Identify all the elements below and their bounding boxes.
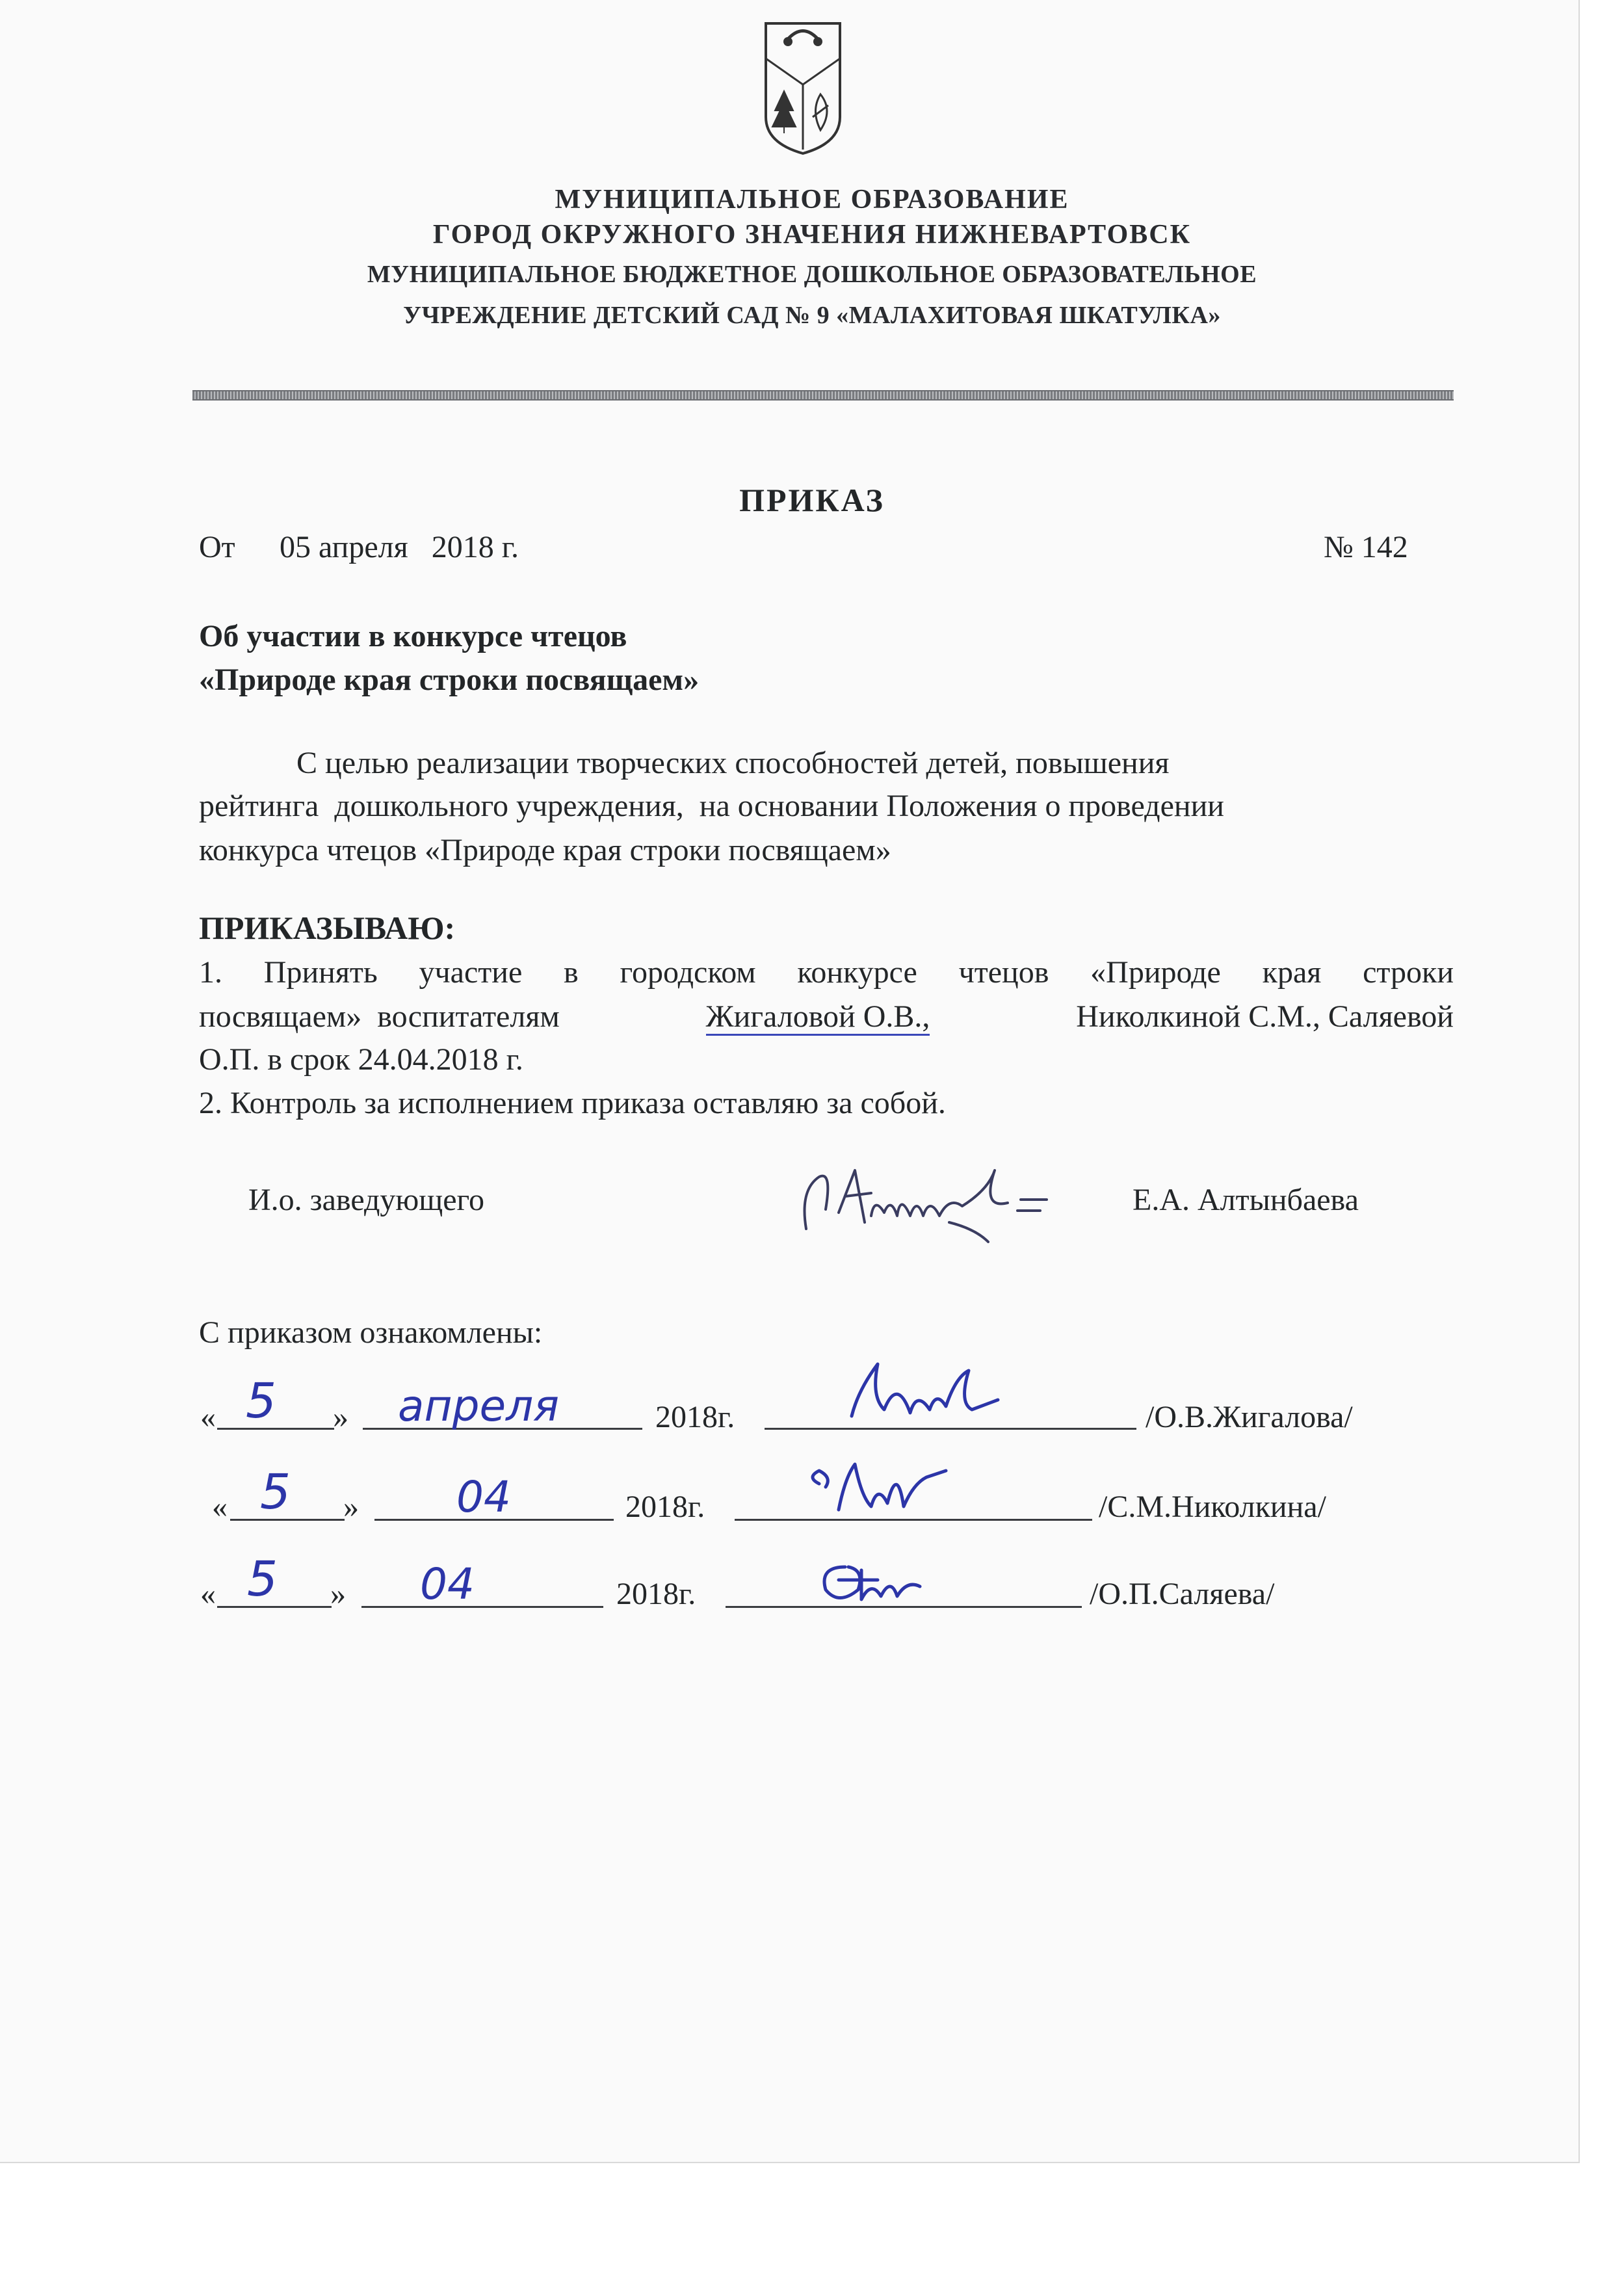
order-item-1-line-1: 1. Принять участие в городском конкурсе чтецов «Природе края строки [199, 955, 1454, 990]
signatory-name-3: /О.П.Саляева/ [1090, 1577, 1275, 1611]
year: 2018г. [616, 1577, 696, 1611]
order-item-1-line-2 [199, 1001, 1454, 1036]
open-quote: « [212, 1490, 228, 1524]
subject-line-1: Об участии в конкурсе чтецов [199, 619, 627, 653]
preamble-line-3: конкурса чтецов «Природе края строки посвящаем» [199, 833, 891, 867]
close-quote: » [343, 1490, 359, 1524]
acknowledged-label: С приказом ознакомлены: [199, 1315, 543, 1350]
item-1-name-underlined: Жигаловой О.В., [706, 1001, 930, 1036]
close-quote: » [333, 1400, 348, 1434]
signature-salyaeva [800, 1541, 956, 1612]
handwritten-day: 5 [260, 1464, 291, 1520]
signatory-name: Е.А. Алтынбаева [1133, 1183, 1359, 1217]
item-1-text-c: Николкиной С.М., Саляевой [1068, 999, 1454, 1034]
header-line-1: МУНИЦИПАЛЬНОЕ ОБРАЗОВАНИЕ [555, 185, 1069, 215]
signatory-name-1: /О.В.Жигалова/ [1146, 1400, 1353, 1434]
document-title: ПРИКАЗ [739, 482, 885, 518]
order-heading: ПРИКАЗЫВАЮ: [199, 910, 456, 946]
item-1-text-a: посвящаем» воспитателям [199, 999, 568, 1034]
open-quote: « [200, 1577, 216, 1611]
signatory-name-2: /С.М.Николкина/ [1099, 1490, 1326, 1524]
director-signature [793, 1151, 1099, 1248]
preamble-line-2: рейтинга дошкольного учреждения, на основании Положения о проведении [199, 789, 1224, 823]
handwritten-month: апреля [398, 1381, 559, 1431]
coat-of-arms-emblem [762, 20, 844, 157]
open-quote: « [200, 1400, 216, 1434]
order-item-2: 2. Контроль за исполнением приказа оставляю за собой. [199, 1086, 946, 1120]
header-line-4: УЧРЕЖДЕНИЕ ДЕТСКИЙ САД № 9 «МАЛАХИТОВАЯ ШКАТУЛКА» [403, 302, 1221, 329]
handwritten-month: 04 [456, 1472, 511, 1522]
handwritten-day: 5 [247, 1551, 278, 1607]
date-prefix: От [199, 530, 235, 564]
header-divider [192, 390, 1454, 401]
signatory-position: И.о. заведующего [248, 1183, 485, 1217]
signature-zhigalova [839, 1351, 1008, 1429]
signature-nikolkina [800, 1451, 956, 1523]
order-item-1-line-3: О.П. в срок 24.04.2018 г. [199, 1042, 523, 1077]
subject-line-2: «Природе края строки посвящаем» [199, 663, 700, 697]
order-date: 05 апреля 2018 г. [280, 530, 519, 564]
handwritten-month: 04 [420, 1559, 475, 1609]
order-number: № 142 [1324, 530, 1408, 564]
year: 2018г. [655, 1400, 735, 1434]
handwritten-day: 5 [246, 1373, 277, 1429]
header-line-2: ГОРОД ОКРУЖНОГО ЗНАЧЕНИЯ НИЖНЕВАРТОВСК [432, 220, 1192, 250]
header-line-3: МУНИЦИПАЛЬНОЕ БЮДЖЕТНОЕ ДОШКОЛЬНОЕ ОБРАЗОВАТЕЛЬНОЕ [367, 261, 1257, 288]
preamble-line-1: С целью реализации творческих способностей детей, повышения [296, 746, 1170, 780]
close-quote: » [330, 1577, 346, 1611]
month-blank [361, 1606, 603, 1608]
year: 2018г. [625, 1490, 705, 1524]
